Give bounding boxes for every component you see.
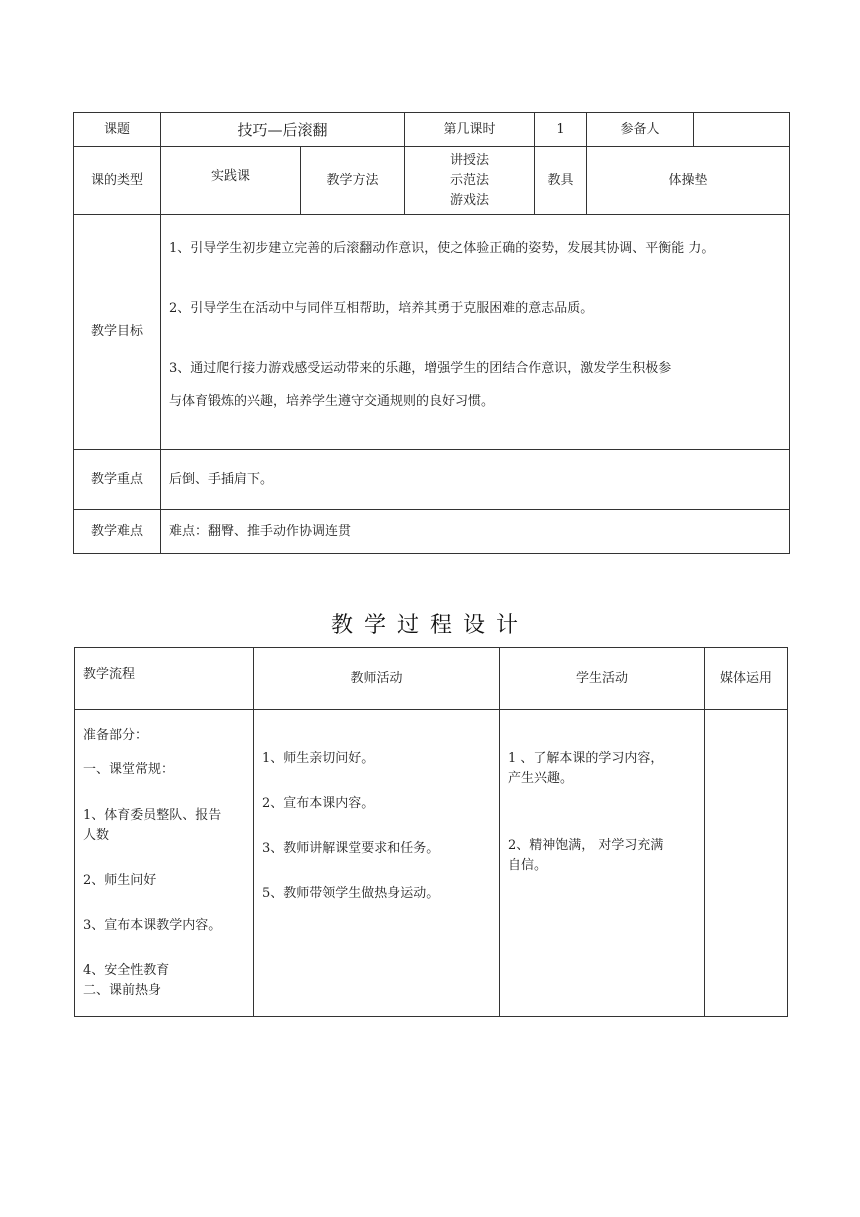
flow-item: 人数 — [83, 828, 110, 843]
objective-item: 与体育锻炼的兴趣，培养学生遵守交通规则的良好习惯。 — [169, 394, 495, 409]
flow-item: 准备部分： — [83, 728, 149, 743]
student-activity-item: 产生兴趣。 — [508, 771, 574, 786]
student-activity-item: 2、精神饱满， 对学习充满 — [508, 838, 664, 853]
teacher-activity-item: 1、师生亲切问好。 — [262, 751, 375, 766]
difficulty-label: 教学难点 — [74, 510, 161, 554]
flow-item: 3、宣布本课教学内容。 — [83, 918, 222, 933]
method-label: 教学方法 — [301, 147, 405, 215]
media-cell — [705, 710, 788, 1017]
section-title: 教学过程设计 — [330, 613, 529, 638]
participants-label: 参备人 — [587, 113, 694, 147]
flow-item: 4、安全性教育 — [83, 963, 170, 978]
objective-item: 2、引导学生在活动中与同伴互相帮助，培养其勇于克服困难的意志品质。 — [169, 301, 594, 316]
teacher-activity-item: 2、宣布本课内容。 — [262, 796, 375, 811]
method-item: 游戏法 — [450, 192, 490, 208]
objectives-content — [161, 215, 790, 450]
flow-item: 1、体育委员整队、报告 — [83, 808, 222, 823]
student-activity-cell — [500, 710, 705, 1017]
type-value: 实践课 — [161, 147, 301, 215]
flow-item: 一、课堂常规： — [83, 762, 175, 777]
difficulty-value: 难点：翻臀、推手动作协调连贯 — [161, 510, 790, 554]
student-activity-item: 1 、了解本课的学习内容， — [508, 751, 664, 766]
methods-list — [405, 147, 535, 215]
period-label: 第几课时 — [405, 113, 535, 147]
header-flow: 教学流程 — [75, 648, 254, 710]
process-design-table — [74, 647, 788, 1017]
topic-value: 技巧—后滚翻 — [161, 113, 405, 147]
header-teacher: 教师活动 — [254, 648, 500, 710]
student-activity-item: 自信。 — [508, 858, 548, 873]
header-student: 学生活动 — [500, 648, 705, 710]
objective-item: 1、引导学生初步建立完善的后滚翻动作意识，使之体验正确的姿势，发展其协调、平衡能 力。 — [169, 241, 715, 256]
teacher-activity-cell — [254, 710, 500, 1017]
method-item: 讲授法 — [450, 152, 490, 168]
key-points-label: 教学重点 — [74, 450, 161, 510]
objective-item: 3、通过爬行接力游戏感受运动带来的乐趣，增强学生的团结合作意识，激发学生积极参 — [169, 361, 672, 376]
period-value: 1 — [535, 113, 587, 147]
flow-cell — [75, 710, 254, 1017]
flow-item: 2、师生问好 — [83, 873, 157, 888]
flow-item: 二、课前热身 — [83, 983, 162, 998]
participants-value — [694, 113, 790, 147]
key-points-value: 后倒、手插肩下。 — [161, 450, 790, 510]
type-label: 课的类型 — [74, 147, 161, 215]
equipment-label: 教具 — [535, 147, 587, 215]
lesson-info-table — [73, 112, 790, 554]
teacher-activity-item: 5、教师带领学生做热身运动。 — [262, 886, 440, 901]
teacher-activity-item: 3、教师讲解课堂要求和任务。 — [262, 841, 440, 856]
equipment-value: 体操垫 — [587, 147, 790, 215]
method-item: 示范法 — [450, 172, 490, 188]
header-media: 媒体运用 — [705, 648, 788, 710]
topic-label: 课题 — [74, 113, 161, 147]
objectives-label: 教学目标 — [74, 215, 161, 450]
